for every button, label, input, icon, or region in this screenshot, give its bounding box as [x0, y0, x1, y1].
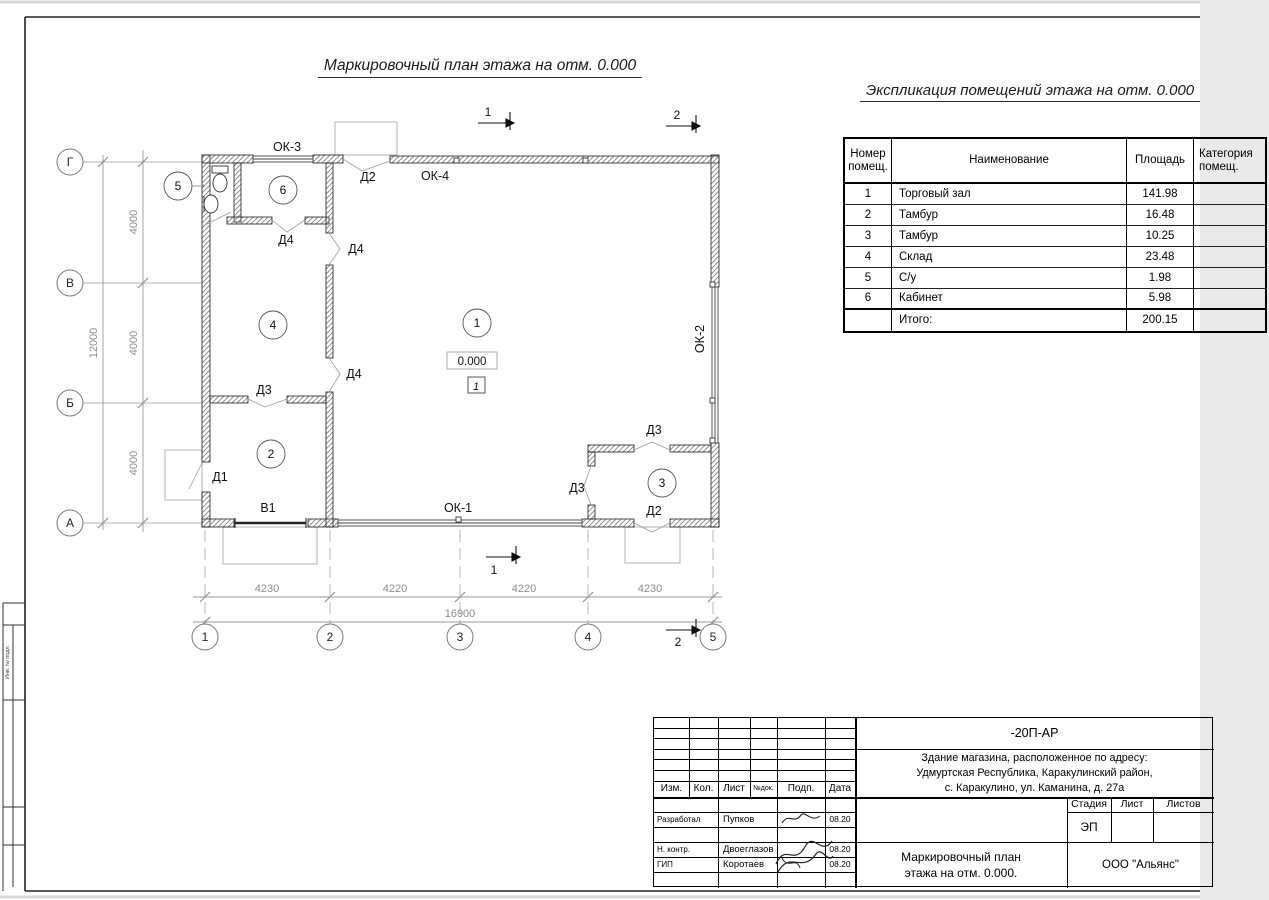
table-row: [845, 226, 1265, 247]
label-d3-3: Д3: [569, 481, 585, 495]
door-d1-leaf: [189, 463, 202, 489]
doc-number: -20П-АР: [1010, 725, 1059, 740]
porch-top: [335, 122, 397, 155]
dim-left-2: 4000: [128, 330, 140, 356]
room-circle-5: 5: [174, 179, 182, 193]
cell-area: 10.25: [1127, 226, 1194, 246]
label-d2-top: Д2: [360, 170, 376, 184]
cell-area: 1.98: [1127, 268, 1194, 288]
label-ok1: ОК-1: [443, 501, 473, 515]
cell-name: Склад: [892, 247, 1127, 267]
cell-name: Торговый зал: [892, 184, 1127, 204]
room-circle-6: 6: [279, 183, 287, 197]
company-name: ООО "Альянс": [1102, 858, 1179, 871]
role-gip: ГИП: [657, 859, 673, 869]
dim-left-3: 4000: [128, 450, 140, 476]
title-block: [653, 717, 1213, 887]
door-d4-lower-leader: [329, 358, 340, 392]
porch-left: [165, 450, 202, 500]
door-d3-room3-top-leader: [634, 442, 670, 450]
drawing-name-line-1: Маркировочный план: [901, 850, 1021, 864]
table-row: [845, 247, 1265, 268]
label-d1: Д1: [212, 470, 228, 484]
axis-col-5: 5: [709, 630, 717, 644]
axis-lines: [83, 162, 713, 624]
table-row: [845, 289, 1265, 310]
col-kol: Кол.: [693, 782, 714, 794]
col-data: Дата: [828, 782, 852, 794]
label-v1: В1: [260, 501, 276, 515]
name-gip: Коротаев: [723, 858, 765, 870]
dim-left-total: 12000: [88, 327, 100, 359]
porches: [165, 122, 680, 564]
axis-col-1: 1: [201, 630, 209, 644]
cell-category: [1194, 205, 1269, 225]
name-ncontrol: Двоеглазов: [723, 843, 774, 855]
dim-bottom-3: 4220: [511, 583, 537, 595]
toilet-icon: [212, 166, 228, 173]
address-line-1: Здание магазина, расположенное по адресу:: [921, 751, 1148, 764]
cell-name: С/у: [892, 268, 1127, 288]
label-ok4: ОК-4: [420, 169, 450, 183]
dimension-lines: [103, 150, 722, 622]
project-address: [855, 749, 1214, 797]
room-circle-4: 4: [269, 318, 277, 332]
table-row-total: [845, 310, 1265, 331]
plan-title: Маркировочный план этажа на отм. 0.000: [318, 57, 642, 78]
cell-category: [1194, 184, 1269, 204]
axis-row-v: В: [65, 276, 75, 290]
drawing-name: [855, 842, 1067, 888]
cell-category: [1194, 247, 1269, 267]
axis-col-4: 4: [584, 630, 592, 644]
section-2-bottom: 2: [674, 635, 682, 649]
date-developer: 08.20: [829, 814, 851, 825]
cell-name: Тамбур: [892, 226, 1127, 246]
cell-category: [1194, 310, 1269, 331]
cell-category: [1194, 268, 1269, 288]
table-row: [845, 268, 1265, 289]
col-num: Номер помещ.: [845, 139, 892, 182]
role-developer: Разработал: [657, 814, 701, 824]
col-podp: Подп.: [787, 782, 815, 794]
section-1-top: 1: [484, 105, 492, 119]
drawing-name-line-2: этажа на отм. 0.000.: [904, 866, 1018, 880]
label-ok2: ОК-2: [693, 324, 707, 354]
walls: [202, 155, 719, 527]
dim-left-1: 4000: [128, 209, 140, 235]
window-band-ok4: [390, 156, 719, 163]
cell-area: 16.48: [1127, 205, 1194, 225]
porch-bottom-left: [223, 527, 317, 564]
col-list: Лист: [723, 782, 745, 794]
col-area: Площадь: [1127, 139, 1194, 182]
door-d4-upper-leader: [329, 233, 340, 265]
col-izm: Изм.: [660, 782, 683, 794]
address-line-3: с. Каракулино, ул. Каманина, д. 27а: [944, 781, 1125, 794]
signature-developer: [778, 810, 824, 827]
dim-bottom-total: 16900: [444, 608, 476, 620]
door-d4-room6-leader: [272, 220, 305, 232]
cell-name: Итого:: [892, 310, 1127, 331]
explication-header: [845, 139, 1265, 184]
explication-table: [843, 137, 1267, 333]
cell-num: [845, 310, 892, 331]
dim-bottom-1: 4230: [254, 583, 280, 595]
table-row: [845, 205, 1265, 226]
cell-num: 5: [845, 268, 892, 288]
label-d3-1: Д3: [256, 383, 272, 397]
cell-num: 1: [845, 184, 892, 204]
col-ndok: №док.: [753, 784, 774, 792]
date-ncontrol: 08.20: [829, 844, 851, 855]
door-leaders: [189, 159, 670, 532]
stage-label: Стадия: [1071, 797, 1107, 810]
dim-bottom-2: 4220: [382, 583, 408, 595]
date-gip: 08.20: [829, 859, 851, 870]
axis-circles: [57, 149, 726, 650]
sheets-label: Листов: [1166, 797, 1201, 810]
label-d2-bottom: Д2: [646, 504, 662, 518]
axis-row-b: Б: [66, 396, 74, 410]
address-line-2: Удмуртская Республика, Каракулинский район,: [916, 766, 1153, 779]
cell-category: [1194, 226, 1269, 246]
axis-col-3: 3: [456, 630, 464, 644]
label-d3-2: Д3: [646, 423, 662, 437]
name-developer: Пупков: [723, 813, 755, 825]
cell-area: 23.48: [1127, 247, 1194, 267]
signature-ncontrol-gip: [770, 836, 836, 878]
col-name: Наименование: [892, 139, 1127, 182]
dimension-labels: [88, 210, 662, 620]
cell-num: 4: [845, 247, 892, 267]
stage-value: ЭП: [1080, 819, 1098, 834]
cell-area: 141.98: [1127, 184, 1194, 204]
level-mark: [447, 352, 497, 393]
table-row: [845, 184, 1265, 205]
floor-type-mark: 1: [472, 381, 480, 393]
dim-bottom-4: 4230: [637, 583, 663, 595]
col-category: Категория помещ.: [1199, 147, 1253, 173]
label-d4-1: Д4: [278, 233, 294, 247]
side-strip-label: Инв. № подл.: [5, 644, 11, 680]
level-value: 0.000: [457, 356, 487, 368]
room-circle-3: 3: [658, 476, 666, 490]
room-circle-2: 2: [267, 447, 275, 461]
cell-num: 2: [845, 205, 892, 225]
door-d3-b-leader: [248, 399, 287, 407]
axis-row-g: Г: [66, 155, 74, 169]
section-1-bottom: 1: [490, 563, 498, 577]
label-ok3: ОК-3: [272, 140, 302, 154]
axis-row-a: А: [65, 516, 75, 530]
cell-num: 6: [845, 289, 892, 308]
label-d4-2: Д4: [348, 242, 364, 256]
room-circle-1: 1: [473, 316, 481, 330]
explication-title: Экспликация помещений этажа на отм. 0.000: [860, 82, 1200, 102]
section-2-top: 2: [673, 108, 681, 122]
label-d4-3: Д4: [346, 367, 362, 381]
cell-num: 3: [845, 226, 892, 246]
sheet-label: Лист: [1120, 797, 1144, 810]
porch-bottom-right: [625, 527, 680, 563]
role-ncontrol: Н. контр.: [657, 844, 691, 854]
windows: [253, 156, 718, 526]
section-marks: [478, 105, 700, 649]
wall-markers: [454, 158, 715, 522]
axis-col-2: 2: [326, 630, 334, 644]
cell-area: 5.98: [1127, 289, 1194, 308]
cell-name: Тамбур: [892, 205, 1127, 225]
cell-name: Кабинет: [892, 289, 1127, 308]
sink-icon: [204, 195, 218, 213]
door-d3-room3-left-leader: [584, 466, 591, 505]
cell-category: [1194, 289, 1269, 308]
cell-area: 200.15: [1127, 310, 1194, 331]
